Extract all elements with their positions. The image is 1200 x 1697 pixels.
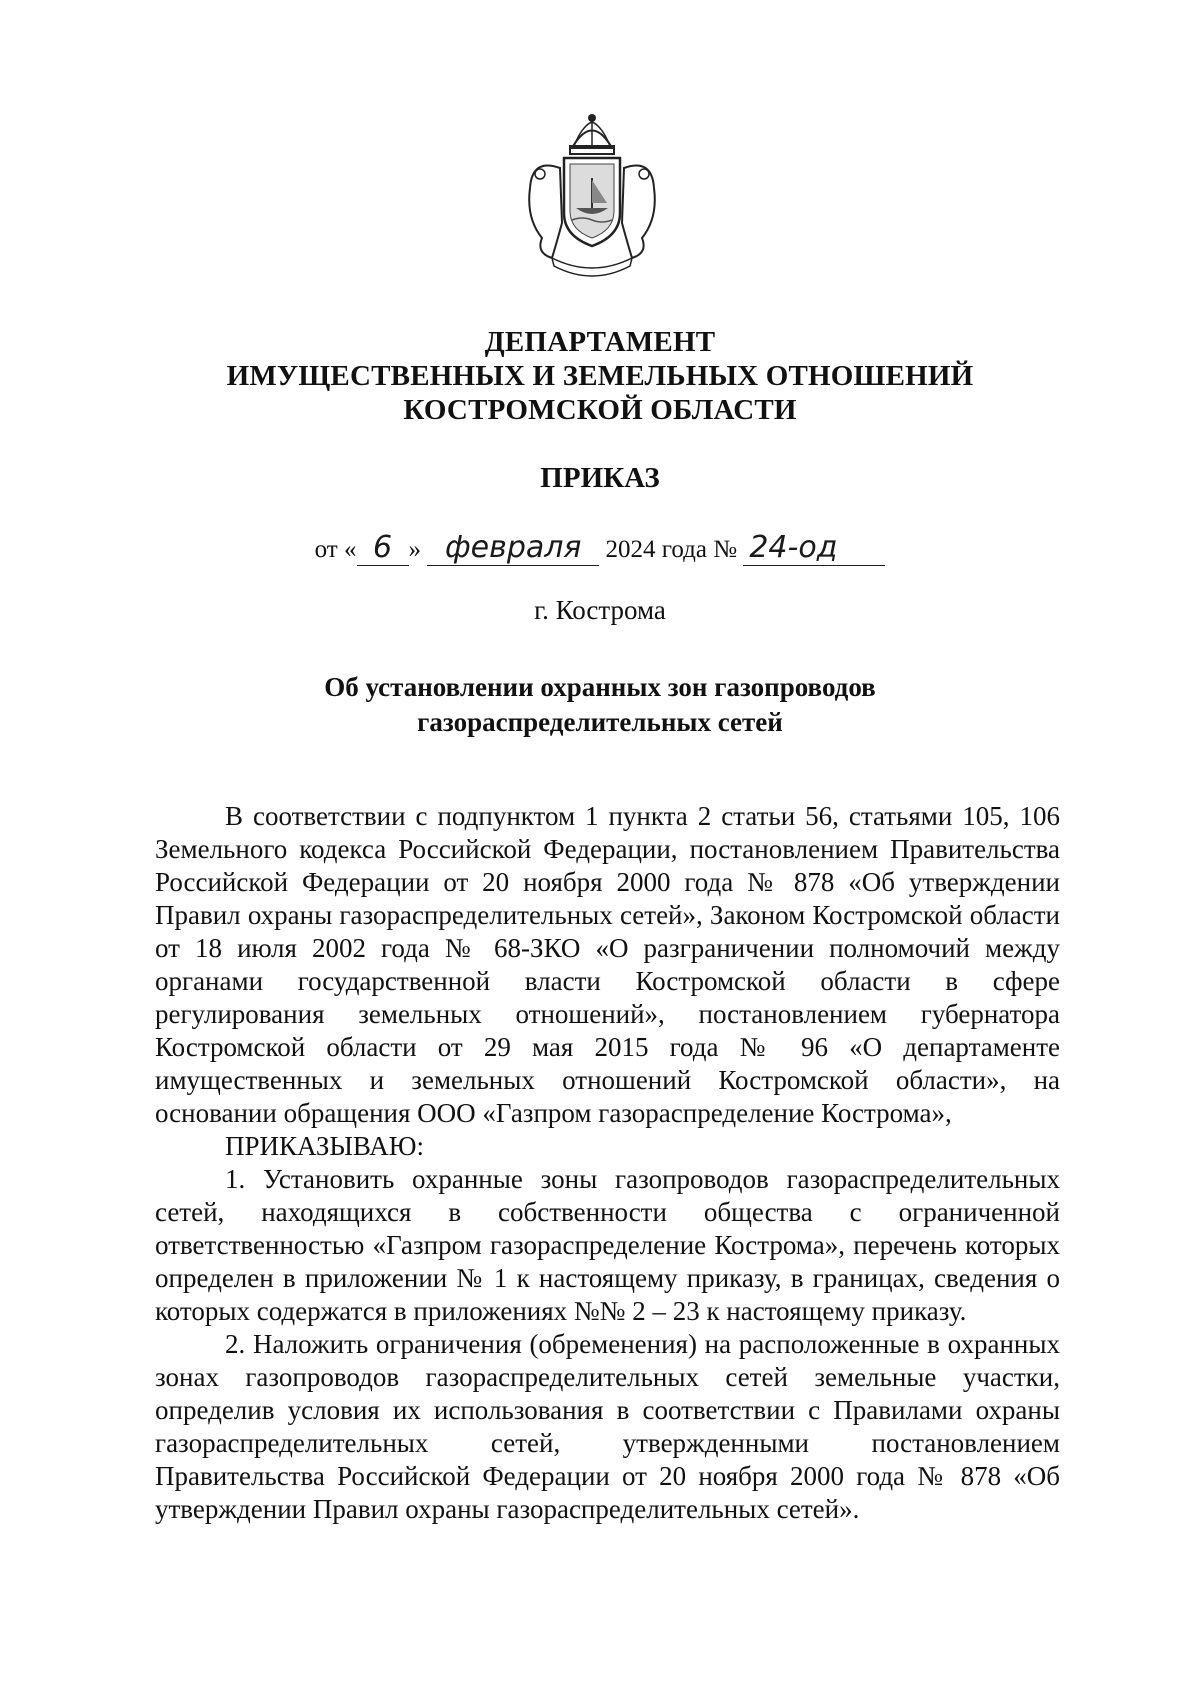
title-line-2: газораспределительных сетей — [417, 707, 783, 737]
header-line-3: КОСТРОМСКОЙ ОБЛАСТИ — [403, 394, 797, 426]
document-type: ПРИКАЗ — [540, 462, 660, 494]
date-month-handwritten: февраля — [427, 531, 599, 566]
date-prefix: от « — [314, 536, 357, 563]
date-year: 2024 года — [605, 536, 707, 563]
city-name: г. Кострома — [534, 595, 666, 625]
document-body — [155, 800, 1060, 1526]
document-title — [250, 670, 950, 740]
department-header — [0, 325, 1200, 427]
order-word: ПРИКАЗЫВАЮ: — [225, 1131, 424, 1161]
date-day-handwritten: 6 — [357, 531, 409, 566]
item-2-paragraph: 2. Наложить ограничения (обременения) на расположенные в охранных зонах газопроводов газораспределительных сетей земельные участки, определив условия их использования в соответствии с Правилами охраны газораспределительных сетей, утвержденными постановлением Правительства Российской Федерации от 20 ноября 2000 года № 878 «Об утверждении Правил охраны газораспределительных сетей». — [155, 1329, 1060, 1524]
item-1-paragraph: 1. Установить охранные зоны газопроводов газораспределительных сетей, находящихся в собственности общества с ограниченной ответственностью «Газпром газораспределение Кострома», перечень которых определен в приложении № 1 к настоящему приказу, в границах, сведения о которых содержатся в приложениях №№ 2 – 23 к настоящему приказу. — [155, 1164, 1060, 1326]
number-sign: № — [713, 536, 738, 563]
header-line-1: ДЕПАРТАМЕНТ — [484, 326, 716, 358]
preamble-paragraph: В соответствии с подпунктом 1 пункта 2 статьи 56, статьями 105, 106 Земельного кодекса Российской Федерации, постановлением Правительства Российской Федерации от 20 ноября 2000 года № 878 «Об утверждении Правил охраны газораспределительных сетей», Законом Костромской области от 18 июля 2002 года № 68-ЗКО «О разграничении полномочий между органами государственной власти Костромской области в сфере регулирования земельных отношений», постановлением губернатора Костромской области от 29 мая 2015 года № 96 «О департаменте имущественных и земельных отношений Костромской области», на основании обращения ООО «Газпром газораспределение Кострома», — [155, 801, 1060, 1128]
date-number-line — [0, 530, 1200, 570]
date-quote-close: » — [408, 536, 421, 563]
title-line-1: Об установлении охранных зон газопроводов — [324, 672, 876, 702]
coat-of-arms-emblem — [512, 108, 672, 288]
document-number-handwritten: 24-од — [743, 531, 885, 566]
header-line-2: ИМУЩЕСТВЕННЫХ И ЗЕМЕЛЬНЫХ ОТНОШЕНИЙ — [226, 360, 974, 392]
